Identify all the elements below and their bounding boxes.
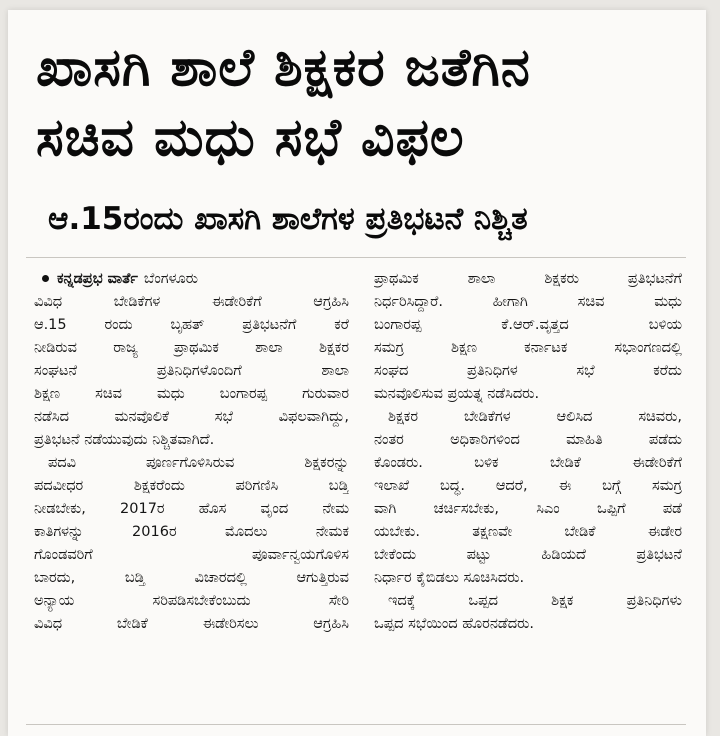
dateline — [34, 268, 349, 291]
text-line: ಒಪ್ಪದ ಸಭೆಯಿಂದ ಹೊರನಡೆದರು. — [374, 616, 534, 632]
text-line: ನೀಡಿರುವ ರಾಜ್ಯ ಪ್ರಾಥಮಿಕ ಶಾಲಾ ಶಿಕ್ಷಕರ — [34, 340, 349, 356]
article-column-right — [374, 268, 682, 636]
text-line: ನೀಡಬೇಕು, 2017ರ ಹೊಸ ವೃಂದ ನೇಮ — [34, 501, 349, 517]
text-line: ಪದವೀಧರ ಶಿಕ್ಷಕರೆಂದು ಪರಿಗಣಿಸಿ ಬಡ್ತಿ — [34, 478, 349, 494]
text-line: ವಿವಿಧ ಬೇಡಿಕೆಗಳ ಈಡೇರಿಕೆಗೆ ಆಗ್ರಹಿಸಿ — [34, 294, 349, 310]
text-line: ನಿರ್ಧಾರ ಕೈಬಿಡಲು ಸೂಚಿಸಿದರು. — [374, 570, 525, 586]
divider-bottom — [26, 724, 686, 725]
text-line: ಯಬೇಕು. ತಕ್ಷಣವೇ ಬೇಡಿಕೆ ಈಡೇರ — [374, 524, 682, 540]
bullet-icon — [42, 275, 49, 282]
text-line: ಪ್ರತಿಭಟನೆ ನಡೆಯುವುದು ನಿಶ್ಚಿತವಾಗಿದೆ. — [34, 432, 215, 448]
text-line: ಕೊಂಡರು. ಬಳಿಕ ಬೇಡಿಕೆ ಈಡೇರಿಕೆಗೆ — [374, 455, 682, 471]
text-line: ಸಂಘದ ಪ್ರತಿನಿಧಿಗಳ ಸಭೆ ಕರೆದು — [374, 363, 682, 379]
text-line: ಆ.15 ರಂದು ಬೃಹತ್ ಪ್ರತಿಭಟನೆಗೆ ಕರೆ — [34, 317, 349, 333]
text-line: ನಡೆಸಿದ ಮನವೊಲಿಕೆ ಸಭೆ ವಿಫಲವಾಗಿದ್ದು, — [34, 409, 349, 425]
text-line: ಕಾತಿಗಳನ್ನು 2016ರ ಮೊದಲು ನೇಮಕ — [34, 524, 349, 540]
text-line: ಅನ್ಯಾಯ ಸರಿಪಡಿಸಬೇಕೆಂಬುದು ಸೇರಿ — [34, 593, 349, 609]
text-line: ಪ್ರಾಥಮಿಕ ಶಾಲಾ ಶಿಕ್ಷಕರು ಪ್ರತಿಭಟನೆಗೆ — [374, 271, 682, 287]
divider-top — [26, 257, 686, 258]
text-line: ನಿರ್ಧರಿಸಿದ್ದಾರೆ. ಹೀಗಾಗಿ ಸಚಿವ ಮಧು — [374, 294, 682, 310]
text-line: ಶಿಕ್ಷಕರ ಬೇಡಿಕೆಗಳ ಆಲಿಸಿದ ಸಚಿವರು, — [388, 409, 682, 425]
text-line: ಸಮಗ್ರ ಶಿಕ್ಷಣ ಕರ್ನಾಟಕ ಸಭಾಂಗಣದಲ್ಲಿ — [374, 340, 682, 356]
text-line: ಶಿಕ್ಷಣ ಸಚಿವ ಮಧು ಬಂಗಾರಪ್ಪ ಗುರುವಾರ — [34, 386, 349, 402]
dateline-place: ಬೆಂಗಳೂರು — [143, 271, 199, 287]
text-line: ವಾಗಿ ಚರ್ಚಿಸಬೇಕು, ಸಿಎಂ ಒಪ್ಪಿಗೆ ಪಡೆ — [374, 501, 682, 517]
text-line: ಮನವೊಲಿಸುವ ಪ್ರಯತ್ನ ನಡೆಸಿದರು. — [374, 386, 540, 402]
article-column-left — [34, 268, 349, 636]
text-line: ಇದಕ್ಕೆ ಒಪ್ಪದ ಶಿಕ್ಷಕ ಪ್ರತಿನಿಧಿಗಳು — [388, 593, 682, 609]
text-line: ಬಾರದು, ಬಡ್ತಿ ವಿಚಾರದಲ್ಲಿ ಆಗುತ್ತಿರುವ — [34, 570, 349, 586]
text-line: ನಂತರ ಅಧಿಕಾರಿಗಳಿಂದ ಮಾಹಿತಿ ಪಡೆದು — [374, 432, 682, 448]
text-line: ಗೊಂಡವರಿಗೆ ಪೂರ್ವಾನ್ವಯಗೊಳಿಸ — [34, 547, 349, 563]
newspaper-clipping — [8, 10, 706, 736]
text-line: ಸಂಘಟನೆ ಪ್ರತಿನಿಧಿಗಳೊಂದಿಗೆ ಶಾಲಾ — [34, 363, 349, 379]
headline-line-2: ಸಚಿವ ಮಧು ಸಭೆ ವಿಫಲ — [36, 108, 465, 168]
dateline-source: ಕನ್ನಡಪ್ರಭ ವಾರ್ತೆ — [57, 271, 138, 287]
text-line: ಬಂಗಾರಪ್ಪ ಕೆ.ಆರ್.ವೃತ್ತದ ಬಳಿಯ — [374, 317, 682, 333]
text-line: ಬೇಕೆಂದು ಪಟ್ಟು ಹಿಡಿಯದೆ ಪ್ರತಿಭಟನೆ — [374, 547, 682, 563]
text-line: ಇಲಾಖೆ ಬದ್ಧ. ಆದರೆ, ಈ ಬಗ್ಗೆ ಸಮಗ್ರ — [374, 478, 682, 494]
text-line: ವಿವಿಧ ಬೇಡಿಕೆ ಈಡೇರಿಸಲು ಆಗ್ರಹಿಸಿ — [34, 616, 349, 632]
subheadline: ಆ.15ರಂದು ಖಾಸಗಿ ಶಾಲೆಗಳ ಪ್ರತಿಭಟನೆ ನಿಶ್ಚಿತ — [48, 201, 528, 237]
text-line: ಪದವಿ ಪೂರ್ಣಗೊಳಿಸಿರುವ ಶಿಕ್ಷಕರನ್ನು — [48, 455, 349, 471]
headline-line-1: ಖಾಸಗಿ ಶಾಲೆ ಶಿಕ್ಷಕರ ಜತೆಗಿನ — [36, 38, 531, 98]
